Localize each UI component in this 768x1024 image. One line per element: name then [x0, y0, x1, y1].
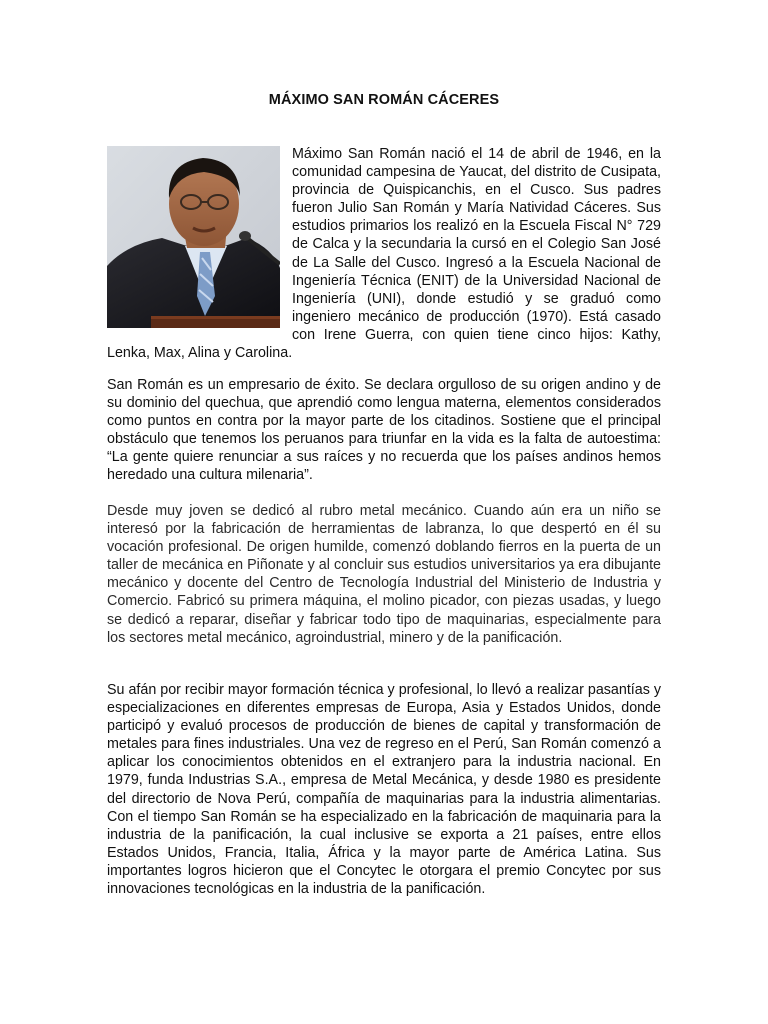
paragraph-3-block: [107, 502, 661, 647]
paragraph-1: Máximo San Román nació el 14 de abril de 1946, en la comunidad campesina de Yaucat, del distrito de Cusipata, provincia de Quispicanchis, en el Cusco. Sus padres fueron Julio San Román y María Natividad Cáceres. Sus estudios primarios los realizó en la Escuela Fiscal N° 729 de Calca y la secundaria la cursó en el Colegio San José de La Salle del Cusco. Ingresó a la Escuela Nacional de Ingeniería Técnica (ENIT) de la Universidad Nacional de Ingeniería (UNI), donde estudió y se graduó como ingeniero mecánico de producción (1970). Está casado con Irene Guerra, con quien tiene cinco hijos: Kathy, Lenka, Max, Alina y Carolina.: [107, 146, 661, 362]
paragraph-1-block: [107, 145, 661, 362]
paragraph-4: Su afán por recibir mayor formación técnica y profesional, lo llevó a realizar pasantías y especializaciones en diferentes empresas de Europa, Asia y Estados Unidos, donde participó y evaluó procesos de producción de bienes de capital y transformación de metales para fines industriales. Una vez de regreso en el Perú, San Román comenzó a aplicar los conocimientos obtenidos en el extranjero para la industria nacional. En 1979, funda Industrias S.A., empresa de Metal Mecánica, y desde 1980 es presidente del directorio de Nova Perú, compañía de maquinarias para la industria alimentarias. Con el tiempo San Román se ha especializado en la fabricación de maquinaria para la industria de la panificación, la cual inclusive se exporta a 21 países, entre ellos Estados Unidos, Francia, Italia, África y la mayor parte de América Latina. Sus importantes logros hicieron que el Concytec le otorgara el premio Concytec por sus innovaciones tecnológicas en la industria de la panificación.: [107, 682, 661, 898]
paragraph-4-block: [107, 681, 661, 898]
document-title: MÁXIMO SAN ROMÁN CÁCERES: [268, 92, 500, 108]
portrait-photo-icon: [107, 146, 280, 328]
paragraph-3: Desde muy joven se dedicó al rubro metal mecánico. Cuando aún era un niño se interesó por la fabricación de herramientas de labranza, lo que despertó en él su vocación profesional. De origen humilde, comenzó doblando fierros en la puerta de un taller de mecánica en Piñonate y al concluir sus estudios universitarios ya era dibujante mecánico y docente del Centro de Tecnología Industrial del Ministerio de Industria y Comercio. Fabricó su primera máquina, el molino picador, con piezas usadas, y luego se dedicó a reparar, diseñar y fabricar todo tipo de maquinarias, especialmente para los sectores metal mecánico, agroindustrial, minero y de la panificación.: [107, 503, 661, 646]
paragraph-2: San Román es un empresario de éxito. Se declara orgulloso de su origen andino y de su dominio del quechua, que aprendió como lengua materna, elementos considerados como puntos en contra por la mayor parte de los citadinos. Sostiene que el principal obstáculo que tenemos los peruanos para triunfar en la vida es la falta de autoestima: “La gente quiere renunciar a sus raíces y no recuerda que los países andinos hemos heredado una cultura milenaria”.: [107, 377, 661, 484]
paragraph-2-block: [107, 376, 661, 485]
